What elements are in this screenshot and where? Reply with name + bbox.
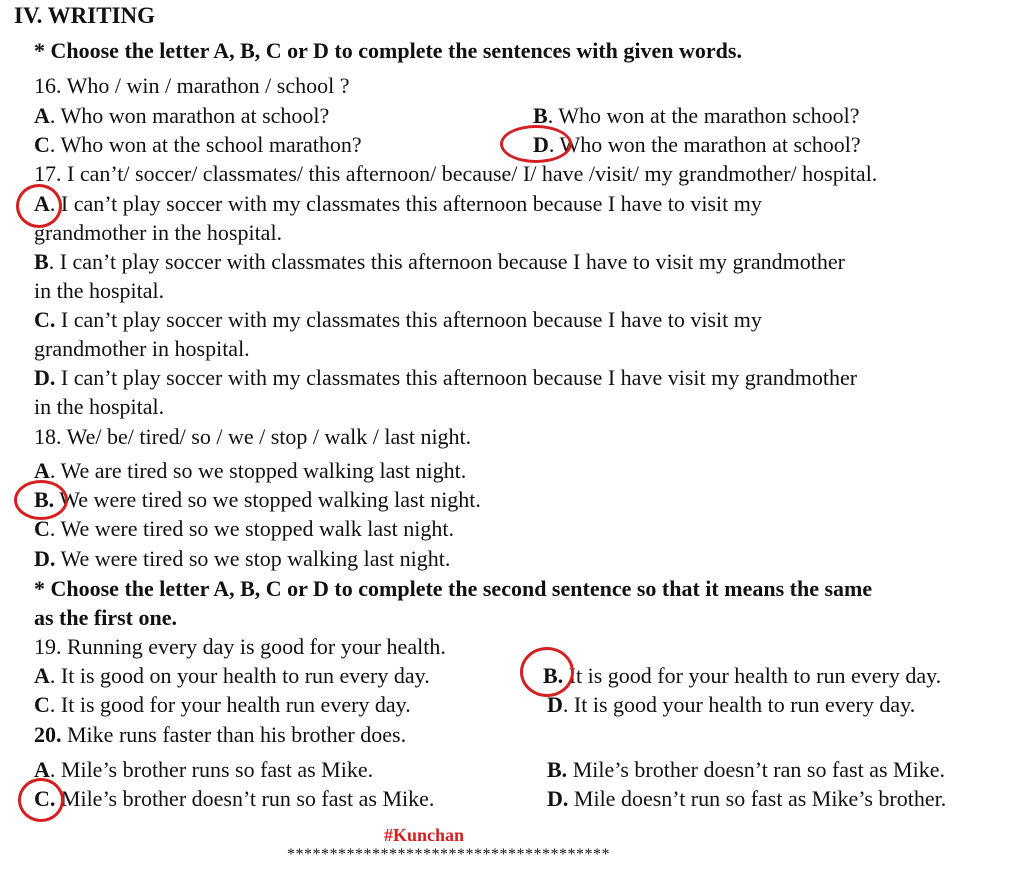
option-17a-cont: grandmother in the hospital. <box>34 220 283 245</box>
option-17d: D. I can’t play soccer with my classmates this afternoon because I have visit my grandmother <box>34 365 858 390</box>
section-title: IV. WRITING <box>14 3 156 28</box>
option-17c-cont: grandmother in hospital. <box>34 336 250 361</box>
question-19-prompt: 19. Running every day is good for your health. <box>34 634 446 659</box>
option-16d: D. Who won the marathon at school? <box>533 132 861 157</box>
answer-circle-17a <box>16 184 62 228</box>
question-16-prompt: 16. Who / win / marathon / school ? <box>34 73 350 98</box>
option-19c: C. It is good for your health run every day. <box>34 692 411 717</box>
option-16c: C. Who won at the school marathon? <box>34 132 362 157</box>
option-18c: C. We were tired so we stopped walk last night. <box>34 516 455 541</box>
option-18b: B. We were tired so we stopped walking last night. <box>34 487 481 512</box>
option-17a: A. I can’t play soccer with my classmates this afternoon because I have to visit my <box>34 191 762 216</box>
option-19d: D. It is good your health to run every day. <box>547 692 916 717</box>
question-18-prompt: 18. We/ be/ tired/ so / we / stop / walk / last night. <box>34 424 472 449</box>
instruction-2: * Choose the letter A, B, C or D to complete the second sentence so that it means the same <box>34 576 873 601</box>
question-20-prompt: 20. Mike runs faster than his brother does. <box>34 722 407 747</box>
option-19a: A. It is good on your health to run every day. <box>34 663 430 688</box>
separator-stars: ************************************** <box>287 846 610 863</box>
answer-circle-19b <box>520 647 574 697</box>
instruction-2-cont: as the first one. <box>34 605 177 630</box>
option-19b: B. It is good for your health to run every day. <box>543 663 942 688</box>
option-16b: B. Who won at the marathon school? <box>533 103 860 128</box>
instruction-1: * Choose the letter A, B, C or D to complete the sentences with given words. <box>34 38 742 63</box>
question-17-prompt: 17. I can’t/ soccer/ classmates/ this afternoon/ because/ I/ have /visit/ my grandmother/ hospital. <box>34 161 878 186</box>
option-20d: D. Mile doesn’t run so fast as Mike’s brother. <box>547 786 947 811</box>
option-20b: B. Mile’s brother doesn’t ran so fast as Mike. <box>547 757 945 782</box>
option-18a: A. We are tired so we stopped walking last night. <box>34 458 467 483</box>
option-16a: A. Who won marathon at school? <box>34 103 330 128</box>
answer-circle-16d <box>500 125 572 163</box>
option-17c: C. I can’t play soccer with my classmates this afternoon because I have to visit my <box>34 307 762 332</box>
option-20c: C. Mile’s brother doesn’t run so fast as Mike. <box>34 786 435 811</box>
option-18d: D. We were tired so we stop walking last night. <box>34 546 451 571</box>
option-17b-cont: in the hospital. <box>34 278 165 303</box>
author-tag: #Kunchan <box>384 825 465 845</box>
option-17d-cont: in the hospital. <box>34 394 165 419</box>
answer-circle-18b <box>14 480 68 520</box>
answer-circle-20c <box>18 778 64 822</box>
option-20a: A. Mile’s brother runs so fast as Mike. <box>34 757 374 782</box>
option-17b: B. I can’t play soccer with classmates this afternoon because I have to visit my grandmother <box>34 249 845 274</box>
